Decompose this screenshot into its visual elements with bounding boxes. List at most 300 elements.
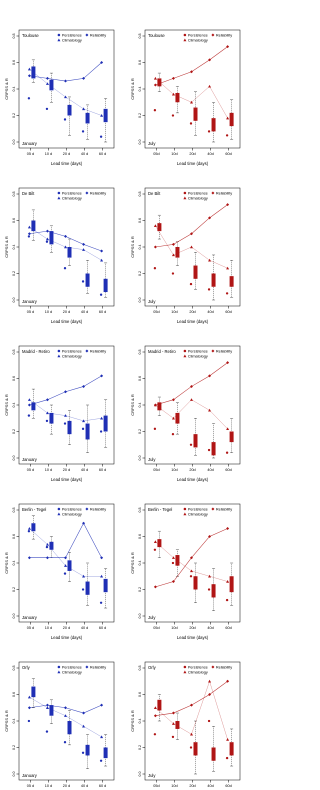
persistence-point: [190, 122, 192, 124]
reliability-point: [46, 77, 49, 80]
box-iqr: [68, 721, 72, 734]
box-iqr: [157, 700, 161, 711]
y-tick-label: 0.6: [12, 376, 16, 381]
y-tick-label: 0.8: [138, 507, 142, 513]
box-iqr: [49, 231, 53, 244]
box-iqr: [86, 274, 90, 287]
x-axis-label: Lead time (days): [50, 319, 83, 324]
persistence-point: [82, 280, 84, 282]
y-tick-label: 0.8: [12, 349, 16, 355]
box-iqr: [212, 584, 216, 597]
box-iqr: [194, 576, 198, 589]
station-label: Berlin - Tegel: [148, 507, 173, 512]
x-axis-label: Lead time (days): [176, 635, 209, 640]
y-tick-label: 0.6: [12, 534, 16, 539]
x-tick-label: 40 d: [80, 152, 89, 156]
box-iqr: [230, 576, 234, 592]
box-iqr: [157, 539, 161, 547]
chart-panel: [4, 346, 114, 482]
persistence-point: [46, 108, 48, 110]
legend-reliability-marker: [211, 192, 214, 195]
y-tick-label: 0.0: [12, 771, 16, 777]
reliability-point: [100, 249, 103, 252]
climatology-point: [100, 417, 103, 420]
y-tick-label: 0.2: [12, 587, 16, 592]
persistence-point: [82, 130, 84, 132]
month-label: January: [22, 457, 37, 462]
box-iqr: [194, 742, 198, 755]
y-tick-label: 0.4: [12, 560, 16, 566]
climatology-point: [154, 540, 157, 543]
y-tick-label: 0.8: [12, 507, 16, 513]
box-iqr: [68, 421, 72, 434]
y-axis-label: CRPSS & R: [130, 236, 135, 258]
legend-persistence: Persistence: [187, 349, 208, 354]
climatology-line: [155, 400, 227, 429]
x-tick-label: 10d: [171, 626, 178, 630]
x-tick-label: 05 d: [26, 310, 35, 314]
box-iqr: [104, 579, 108, 592]
climatology-point: [46, 706, 49, 709]
persistence-point: [28, 97, 30, 99]
legend-reliability: Reliability: [215, 191, 233, 196]
x-tick-label: 20 d: [62, 468, 71, 472]
persistence-point: [64, 572, 66, 574]
box-iqr: [230, 742, 234, 755]
x-tick-label: 60 d: [98, 784, 107, 788]
station-label: Toulouse: [148, 33, 165, 38]
y-axis-label: CRPSS & R: [4, 394, 9, 416]
y-axis-label: CRPSS & R: [4, 710, 9, 732]
climatology-point: [154, 77, 157, 80]
x-tick-label: 10d: [171, 784, 178, 788]
x-tick-label: 05 d: [26, 468, 35, 472]
climatology-point: [226, 117, 229, 120]
climatology-point: [208, 680, 211, 683]
x-tick-label: 40d: [207, 310, 214, 314]
x-tick-label: 60 d: [98, 468, 107, 472]
reliability-point: [100, 704, 103, 707]
climatology-point: [100, 735, 103, 738]
persistence-point: [172, 736, 174, 738]
legend-persistence: Persistence: [187, 665, 208, 670]
legend-reliability-marker: [211, 350, 214, 353]
persistence-point: [226, 134, 228, 136]
reliability-point: [154, 246, 157, 249]
x-tick-label: 20d: [189, 784, 196, 788]
box-iqr: [86, 113, 90, 124]
persistence-point: [208, 449, 210, 451]
reliability-point: [46, 230, 49, 233]
y-tick-label: 0.0: [138, 613, 142, 619]
y-tick-label: 0.0: [12, 455, 16, 461]
legend-climatology-marker: [57, 355, 60, 358]
y-axis-label: CRPSS & R: [130, 394, 135, 416]
persistence-point: [154, 267, 156, 269]
climatology-point: [28, 68, 31, 71]
box-iqr: [104, 416, 108, 432]
legend-climatology: Climatology: [187, 512, 208, 517]
persistence-point: [100, 760, 102, 762]
x-tick-label: 60 d: [98, 310, 107, 314]
legend-persistence: Persistence: [61, 191, 82, 196]
climatology-point: [82, 107, 85, 110]
station-label: Orly: [148, 665, 156, 670]
legend-persistence-marker: [184, 192, 187, 195]
x-tick-label: 40d: [207, 468, 214, 472]
climatology-point: [64, 714, 67, 717]
box-iqr: [49, 80, 53, 91]
x-tick-label: 60d: [225, 784, 232, 788]
x-tick-label: 10d: [171, 468, 178, 472]
climatology-point: [46, 238, 49, 241]
persistence-point: [46, 546, 48, 548]
month-label: July: [148, 141, 156, 146]
x-tick-label: 10d: [171, 310, 178, 314]
reliability-point: [64, 235, 67, 238]
legend-reliability: Reliability: [89, 665, 107, 670]
month-label: January: [22, 615, 37, 620]
x-tick-label: 40 d: [80, 784, 89, 788]
persistence-point: [226, 599, 228, 601]
climatology-point: [154, 706, 157, 709]
chart-panel: [4, 504, 114, 640]
y-axis-label: CRPSS & R: [4, 236, 9, 258]
box-iqr: [68, 105, 72, 116]
reliability-point: [28, 232, 31, 235]
x-tick-label: 05 d: [26, 152, 35, 156]
reliability-point: [64, 80, 67, 83]
box-iqr: [104, 109, 108, 122]
box-iqr: [157, 78, 161, 86]
legend-climatology: Climatology: [61, 196, 82, 201]
x-tick-label: 05d: [153, 152, 160, 156]
legend-reliability-marker: [85, 508, 88, 511]
legend-persistence-marker: [184, 666, 187, 669]
box-iqr: [194, 266, 198, 279]
legend-climatology: Climatology: [61, 354, 82, 359]
persistence-point: [154, 428, 156, 430]
reliability-point: [82, 522, 85, 525]
legend-persistence: Persistence: [61, 33, 82, 38]
x-tick-label: 20 d: [62, 784, 71, 788]
x-axis-label: Lead time (days): [176, 161, 209, 166]
reliability-line: [29, 523, 101, 557]
x-tick-label: 60d: [225, 310, 232, 314]
persistence-point: [154, 109, 156, 111]
x-tick-label: 10d: [171, 152, 178, 156]
persistence-point: [172, 433, 174, 435]
legend-reliability: Reliability: [215, 33, 233, 38]
chart-panel: [130, 346, 240, 482]
y-tick-label: 0.2: [138, 113, 142, 118]
y-tick-label: 0.8: [138, 33, 142, 39]
persistence-point: [64, 118, 66, 120]
reliability-point: [172, 712, 175, 715]
climatology-point: [226, 267, 229, 270]
y-tick-label: 0.2: [12, 429, 16, 434]
climatology-point: [28, 226, 31, 229]
y-tick-label: 0.2: [138, 271, 142, 276]
box-iqr: [175, 555, 179, 566]
y-tick-label: 0.8: [138, 665, 142, 671]
y-tick-label: 0.4: [12, 718, 16, 724]
reliability-point: [154, 585, 157, 588]
climatology-point: [28, 527, 31, 530]
persistence-point: [208, 720, 210, 722]
box-iqr: [175, 247, 179, 258]
chart-panel: [4, 662, 114, 790]
legend-climatology: Climatology: [61, 512, 82, 517]
persistence-point: [154, 549, 156, 551]
legend-reliability: Reliability: [89, 507, 107, 512]
reliability-point: [154, 84, 157, 87]
legend-reliability-marker: [85, 34, 88, 37]
box-iqr: [212, 274, 216, 287]
reliability-point: [46, 398, 49, 401]
legend-climatology: Climatology: [61, 38, 82, 43]
box-iqr: [175, 413, 179, 424]
x-axis-label: Lead time (days): [50, 161, 83, 166]
x-tick-label: 60d: [225, 468, 232, 472]
x-tick-label: 10 d: [44, 310, 53, 314]
x-axis-label: Lead time (days): [176, 319, 209, 324]
x-tick-label: 40d: [207, 784, 214, 788]
persistence-point: [226, 292, 228, 294]
reliability-point: [226, 527, 229, 530]
y-tick-label: 0.2: [12, 271, 16, 276]
legend-climatology-marker: [183, 513, 186, 516]
box-iqr: [68, 247, 72, 258]
persistence-point: [172, 114, 174, 116]
persistence-point: [154, 733, 156, 735]
legend-persistence: Persistence: [61, 349, 82, 354]
persistence-point: [208, 130, 210, 132]
x-tick-label: 05d: [153, 784, 160, 788]
x-axis-label: Lead time (days): [50, 635, 83, 640]
box-iqr: [49, 705, 53, 716]
legend-climatology: Climatology: [187, 670, 208, 675]
x-tick-label: 10 d: [44, 784, 53, 788]
box-iqr: [49, 413, 53, 424]
y-tick-label: 0.6: [138, 376, 142, 381]
climatology-point: [208, 259, 211, 262]
legend-persistence-marker: [184, 508, 187, 511]
climatology-point: [64, 95, 67, 98]
reliability-point: [190, 70, 193, 73]
legend-climatology-marker: [183, 355, 186, 358]
x-tick-label: 05d: [153, 626, 160, 630]
persistence-point: [64, 267, 66, 269]
y-tick-label: 0.4: [138, 718, 142, 724]
box-iqr: [212, 442, 216, 455]
box-iqr: [31, 687, 35, 698]
persistence-point: [28, 720, 30, 722]
legend-persistence-marker: [184, 34, 187, 37]
y-tick-label: 0.4: [138, 402, 142, 408]
persistence-point: [190, 575, 192, 577]
y-tick-label: 0.8: [138, 349, 142, 355]
persistence-point: [172, 272, 174, 274]
box-iqr: [31, 221, 35, 232]
persistence-point: [82, 752, 84, 754]
persistence-point: [82, 588, 84, 590]
y-tick-label: 0.2: [12, 113, 16, 118]
plot-frame: [19, 30, 114, 148]
climatology-point: [190, 569, 193, 572]
persistence-point: [172, 562, 174, 564]
legend-reliability-marker: [85, 666, 88, 669]
persistence-point: [28, 414, 30, 416]
x-tick-label: 60d: [225, 152, 232, 156]
legend-reliability: Reliability: [215, 349, 233, 354]
box-iqr: [212, 118, 216, 131]
legend-reliability-marker: [211, 34, 214, 37]
legend-climatology-marker: [183, 197, 186, 200]
station-label: De Bilt: [148, 191, 161, 196]
y-tick-label: 0.6: [12, 218, 16, 223]
persistence-point: [28, 235, 30, 237]
legend-reliability-marker: [85, 192, 88, 195]
reliability-point: [82, 712, 85, 715]
chart-panel: [130, 504, 240, 640]
legend-persistence-marker: [58, 350, 61, 353]
station-label: Orly: [22, 665, 30, 670]
persistence-point: [46, 730, 48, 732]
box-iqr: [68, 560, 72, 571]
y-tick-label: 0.4: [12, 86, 16, 92]
persistence-point: [208, 288, 210, 290]
month-label: July: [148, 773, 156, 778]
climatology-point: [208, 85, 211, 88]
legend-reliability: Reliability: [215, 665, 233, 670]
month-label: July: [148, 457, 156, 462]
station-label: Madrid - Retiro: [148, 349, 176, 354]
persistence-point: [226, 452, 228, 454]
x-tick-label: 05 d: [26, 626, 35, 630]
legend-climatology-marker: [183, 671, 186, 674]
x-tick-label: 10 d: [44, 468, 53, 472]
y-tick-label: 0.6: [12, 692, 16, 697]
x-axis-label: Lead time (days): [50, 477, 83, 482]
x-tick-label: 20d: [189, 468, 196, 472]
legend-climatology-marker: [183, 39, 186, 42]
reliability-point: [172, 77, 175, 80]
x-tick-label: 60 d: [98, 626, 107, 630]
box-iqr: [104, 748, 108, 759]
legend-reliability: Reliability: [89, 191, 107, 196]
persistence-point: [46, 241, 48, 243]
climatology-point: [100, 259, 103, 262]
box-iqr: [212, 748, 216, 761]
legend-reliability: Reliability: [215, 507, 233, 512]
y-tick-label: 0.2: [138, 429, 142, 434]
month-label: January: [22, 299, 37, 304]
persistence-point: [64, 422, 66, 424]
reliability-point: [82, 385, 85, 388]
x-tick-label: 40 d: [80, 468, 89, 472]
climatology-point: [190, 398, 193, 401]
month-label: July: [148, 299, 156, 304]
climatology-point: [100, 114, 103, 117]
y-tick-label: 0.4: [138, 244, 142, 250]
legend-climatology-marker: [57, 513, 60, 516]
legend-reliability-marker: [211, 666, 214, 669]
x-tick-label: 60 d: [98, 152, 107, 156]
reliability-point: [100, 374, 103, 377]
box-iqr: [194, 108, 198, 121]
month-label: January: [22, 141, 37, 146]
x-tick-label: 05d: [153, 468, 160, 472]
persistence-point: [100, 430, 102, 432]
plot-frame: [145, 504, 240, 622]
climatology-line: [29, 69, 101, 115]
y-tick-label: 0.0: [12, 613, 16, 619]
reliability-line: [155, 681, 227, 715]
climatology-point: [64, 246, 67, 249]
legend-persistence-marker: [58, 192, 61, 195]
legend-reliability-marker: [85, 350, 88, 353]
chart-panel: [130, 188, 240, 324]
legend-persistence: Persistence: [61, 665, 82, 670]
climatology-line: [29, 400, 101, 421]
x-tick-label: 40 d: [80, 626, 89, 630]
box-iqr: [86, 424, 90, 440]
y-tick-label: 0.8: [12, 191, 16, 197]
legend-persistence: Persistence: [187, 191, 208, 196]
climatology-line: [29, 529, 101, 577]
x-tick-label: 40 d: [80, 310, 89, 314]
legend-climatology: Climatology: [187, 354, 208, 359]
legend-persistence: Persistence: [187, 33, 208, 38]
y-tick-label: 0.6: [12, 60, 16, 65]
reliability-point: [100, 556, 103, 559]
box-iqr: [230, 113, 234, 126]
y-tick-label: 0.6: [138, 218, 142, 223]
reliability-line: [155, 47, 227, 85]
legend-reliability-marker: [211, 508, 214, 511]
legend-climatology-marker: [57, 39, 60, 42]
climatology-line: [155, 78, 227, 118]
legend-persistence-marker: [58, 508, 61, 511]
persistence-point: [82, 428, 84, 430]
reliability-point: [64, 556, 67, 559]
legend-reliability: Reliability: [89, 349, 107, 354]
reliability-point: [64, 706, 67, 709]
legend-climatology: Climatology: [61, 670, 82, 675]
legend-persistence-marker: [184, 350, 187, 353]
climatology-point: [154, 224, 157, 227]
y-axis-label: CRPSS & R: [4, 552, 9, 574]
reliability-point: [82, 243, 85, 246]
reliability-point: [46, 704, 49, 707]
station-label: De Bilt: [22, 191, 35, 196]
box-iqr: [49, 542, 53, 550]
box-iqr: [31, 523, 35, 531]
y-axis-label: CRPSS & R: [130, 78, 135, 100]
box-iqr: [86, 745, 90, 756]
persistence-point: [100, 136, 102, 138]
legend-persistence-marker: [58, 34, 61, 37]
climatology-point: [82, 725, 85, 728]
reliability-point: [28, 404, 31, 407]
legend-climatology-marker: [57, 671, 60, 674]
legend-persistence: Persistence: [61, 507, 82, 512]
persistence-point: [28, 530, 30, 532]
x-tick-label: 20 d: [62, 626, 71, 630]
legend-persistence-marker: [58, 666, 61, 669]
x-tick-label: 20d: [189, 152, 196, 156]
